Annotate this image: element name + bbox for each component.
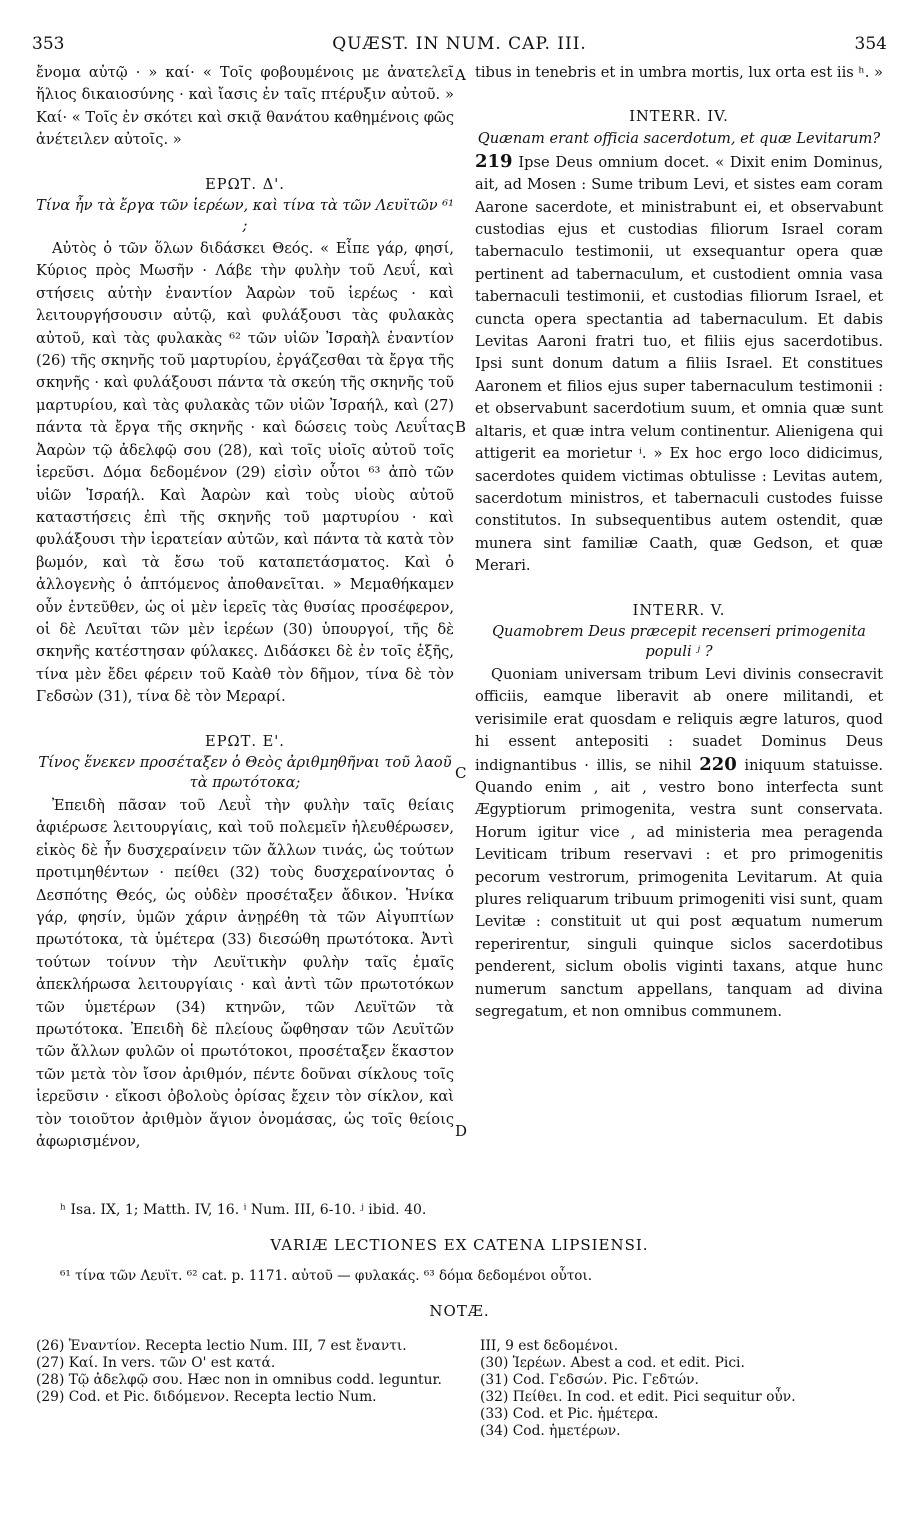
greek-answer-d: Αὐτὸς ὁ τῶν ὅλων διδάσκει Θεός. « Εἶπε γάρ, φησί, Κύριος πρὸς Μωσῆν · Λάβε τὴν φυλὴν τοῦ Λευΐ, καὶ στήσεις αὐτὴν ἐναντίον Ἀαρὼν τοῦ ἱερέως · καὶ λειτουργήσουσιν αὐτῷ, καὶ φυλάξουσι τὰς φυλακὰς αὐτοῦ, καὶ τὰς φυλακὰς ⁶² τῶν υἱῶν Ἰσραὴλ ἐναντίον (26) τῆς σκηνῆς τοῦ μαρτυρίου, ἐργάζεσθαι τὰ ἔργα τῆς σκηνῆς · καὶ φυλάξουσι πάντα τὰ σκεύη τῆς σκηνῆς τοῦ μαρτυρίου, καὶ τὰς φυλακὰς τῶν υἱῶν Ἰσραήλ, καὶ (27) πάντα τὰ ἔργα τῆς σκηνῆς · καὶ δώσεις τοὺς Λευΐτας Ἀαρὼν τῷ ἀδελφῷ σου (28), καὶ τοῖς υἱοῖς αὐτοῦ τοῖς ἱερεῦσι. Δόμα δεδομένον (29) εἰσὶν οὗτοι ⁶³ ἀπὸ τῶν υἱῶν Ἰσραήλ. Καὶ Ἀαρὼν καὶ τοὺς υἱοὺς αὐτοῦ καταστήσεις ἐπὶ τῆς σκηνῆς τοῦ μαρτυρίου · καὶ φυλάξουσι τὴν ἱερατείαν αὐτῶν, καὶ πάντα τὰ κατὰ τὸν βωμόν, καὶ τὰ ἔσω τοῦ καταπετάσματος. Καὶ ὁ ἀλλογενὴς ὁ ἁπτόμενος ἀποθανεῖται. » Μεμαθήκαμεν οὖν ἐντεῦθεν, ὡς οἱ μὲν ἱερεῖς τὰς θυσίας προσέφερον, οἱ δὲ Λευῖται τῶν μὲν ἱερέων (30) ὑπουργοί, τῆς δὲ σκηνῆς κατέστησαν φύλακες. Διδάσκει δὲ ἐν τοῖς ἑξῆς, τίνα μὲν ἔδει φέρειν τοῦ Καὰθ τὸν δῆμον, τίνα δὲ τὸν Γεδσὼν (31), τίνα δὲ τὸν Μεραρί.	[36, 240, 454, 706]
note-item: (34) Cod. ἡμετέρων.	[480, 1423, 621, 1439]
note-item: (32) Πείθει. In cod. et edit. Pici sequitur οὖν.	[480, 1389, 796, 1405]
page-number-right: 354	[854, 34, 887, 54]
note-item: (29) Cod. et Pic. διδόμενον. Recepta lectio Num.	[36, 1389, 377, 1405]
latin-question-iv: Quænam erant officia sacerdotum, et quæ Levitarum?	[477, 129, 881, 147]
note-item: (31) Cod. Γεδσών. Pic. Γεδτών.	[480, 1372, 699, 1388]
latin-heading-iv: INTERR. IV.	[629, 108, 729, 126]
note-item: (28) Τῷ ἀδελφῷ σου. Hæc non in omnibus codd. leguntur.	[36, 1372, 442, 1388]
margin-letter-c: C	[455, 764, 467, 782]
latin-answer-v-part2: iniquum statuisse. Quando enim , ait , vestro bono interfecta sunt Ægyptiorum primogenita, vestra sunt conservata. Horum igitur vice , ad ministeria mea peragenda Leviticam tribum reservavi : et pro primogenitis pecorum vestrorum, primogenita Levitarum. At quia plures reliquarum tribuum primogeniti visi sunt, quam Levitæ : constituit ut qui post æquatum numerum reperirentur, singuli quinque siclos sacerdotibus penderent, siclum obolis viginti taxans, atque hunc numerum sanctum appellans, tanquam ad divina segregatum, et non omnibus communem.	[475, 756, 884, 1021]
note-item: (26) Ἐναντίον. Recepta lectio Num. III, 7 est ἔναντι.	[36, 1338, 407, 1354]
latin-answer-iv: Ipse Deus omnium docet. « Dixit enim Dominus, ait, ad Mosen : Sume tribum Levi, et sistes eam coram Aarone sacerdote, et ministrabunt ei, et observabunt custodias ejus et custodias filiorum Israel coram tabernaculo testimonii, ut exsequantur opera quæ pertinent ad tabernaculum, et custodient omnia vasa tabernaculi testimonii, et custodias filiorum Israel, et cuncta opera spectantia ad tabernaculum. Et dabis Levitas Aaroni fratri tuo, et filiis ejus sacerdotibus. Ipsi sunt donum datum a filiis Israel. Et constitues Aaronem et filios ejus super tabernaculum testimonii : et observabunt sacerdotium suum, et omnia quæ sunt altaris, et quæ intra velum continentur. Alienigena qui attigerit ea morietur ⁱ. » Ex hoc ergo loco didicimus, sacerdotes quidem victimas obtulisse : Levitas autem, sacerdotum ministros, et tabernaculi custodes fuisse constitutos. In subsequentibus autem ostendit, quæ munera sint familiæ Caath, quæ Gedson, et quæ Merari.	[475, 153, 883, 575]
margin-letter-b: B	[455, 418, 467, 436]
greek-intro: ἔνομα αὐτῷ · » καί· « Τοῖς φοβουμένοις με ἀνατελεῖ ἥλιος δικαιοσύνης · καὶ ἴασις ἐν ταῖς πτέρυξιν αὐτοῦ. » Καί· « Τοῖς ἐν σκότει καὶ σκιᾷ θανάτου καθημένοις φῶς ἀνέτειλεν αὐτοῖς. »	[36, 64, 454, 149]
variae-title: VARIÆ LECTIONES EX CATENA LIPSIENSI.	[270, 1236, 649, 1254]
greek-heading-e: ΕΡΩΤ. Ε'.	[205, 732, 285, 750]
column-number-219: 219	[475, 150, 513, 172]
note-item: (33) Cod. et Pic. ἡμέτερα.	[480, 1406, 659, 1422]
page-number-left: 353	[32, 34, 65, 54]
page-header	[22, 34, 897, 64]
greek-question-e: Τίνος ἕνεκεν προσέταξεν ὁ Θεὸς ἀριθμηθῆναι τοῦ λαοῦ τὰ πρωτότοκα;	[38, 753, 452, 791]
greek-answer-e: Ἐπειδὴ πᾶσαν τοῦ Λευῒ τὴν φυλὴν ταῖς θείαις ἀφιέρωσε λειτουργίαις, καὶ τοῦ πολεμεῖν ἠλευθέρωσεν, εἰκὸς δὲ ἦν δυσχεραίνειν τῶν ἄλλων τινάς, ὡς τούτων προτιμηθέντων · πείθει (32) τοὺς δυσχεραίνοντας ὁ Δεσπότης Θεός, ὡς οὐδὲν προσέταξεν ἄδικον. Ἡνίκα γάρ, φησίν, ὑμῶν χάριν ἀνῃρέθη τὰ τῶν Αἰγυπτίων πρωτότοκα, τὰ ὑμέτερα (33) διεσώθη πρωτότοκα. Ἀντὶ τούτων τοίνυν τὴν Λευϊτικὴν φυλὴν ταῖς ἐμαῖς ἀπεκλήρωσα λειτουργίαις · καὶ ἀντὶ τῶν πρωτοτόκων τῶν ὑμετέρων (34) κτηνῶν, τῶν Λευϊτῶν τὰ πρωτότοκα. Ἐπειδὴ δὲ πλείους ὤφθησαν τῶν Λευϊτῶν τῶν ἄλλων φυλῶν οἱ πρωτότοκοι, προσέταξεν ἕκαστον τῶν μετὰ τὸν ἴσον ἀριθμόν, πέντε δοῦναι σίκλους τοῖς ἱερεῦσιν · εἴκοσι ὀβολοὺς ὁρίσας ἔχειν τὸν σίκλον, καὶ τὸν τοιοῦτον ἀριθμὸν ἅγιον ὀνομάσας, ὡς τοῖς θείοις ἀφωρισμένον,	[36, 796, 454, 1151]
margin-letter-a: A	[455, 66, 466, 84]
margin-letter-d: D	[455, 1122, 468, 1140]
greek-heading-d: ΕΡΩΤ. Δ'.	[205, 175, 285, 193]
note-item: (27) Καί. In vers. τῶν O' est κατά.	[36, 1355, 276, 1371]
latin-answer-v-part1: Quoniam universam tribum Levi divinis consecravit officiis, eamque liberavit ab onere militandi, et verisimile erat quosdam e reliquis ægre laturos, quod hi essent antepositi : suadet Dominus Deus indignantibus · illis, se nihil	[475, 665, 883, 774]
latin-intro: tibus in tenebris et in umbra mortis, lux orta est iis ʰ. »	[475, 64, 883, 81]
notes-right	[480, 1338, 880, 1440]
latin-question-v: Quamobrem Deus præcepit recenseri primogenita populi ʲ ?	[492, 622, 866, 660]
greek-column	[36, 62, 454, 1153]
note-item: III, 9 est δεδομένοι.	[480, 1338, 619, 1354]
notae-title: NOTÆ.	[429, 1302, 490, 1320]
column-number-220: 220	[699, 753, 737, 775]
notes-left	[36, 1338, 454, 1406]
latin-column	[475, 62, 883, 1023]
greek-question-d: Τίνα ἦν τὰ ἔργα τῶν ἱερέων, καὶ τίνα τὰ τῶν Λευϊτῶν ⁶¹ ;	[36, 197, 454, 235]
latin-heading-v: INTERR. V.	[632, 601, 726, 619]
running-title: QUÆST. IN NUM. CAP. III.	[332, 34, 587, 54]
note-item: (30) Ἱερέων. Abest a cod. et edit. Pici.	[480, 1355, 745, 1371]
footnote-references: ʰ Isa. IX, 1; Matth. IV, 16. ⁱ Num. III, 6-10. ʲ ibid. 40.	[60, 1202, 427, 1218]
variae-text: ⁶¹ τίνα τῶν Λευϊτ. ⁶² cat. p. 1171. αὐτοῦ — φυλακάς. ⁶³ δόμα δεδομένοι οὗτοι.	[60, 1268, 593, 1284]
